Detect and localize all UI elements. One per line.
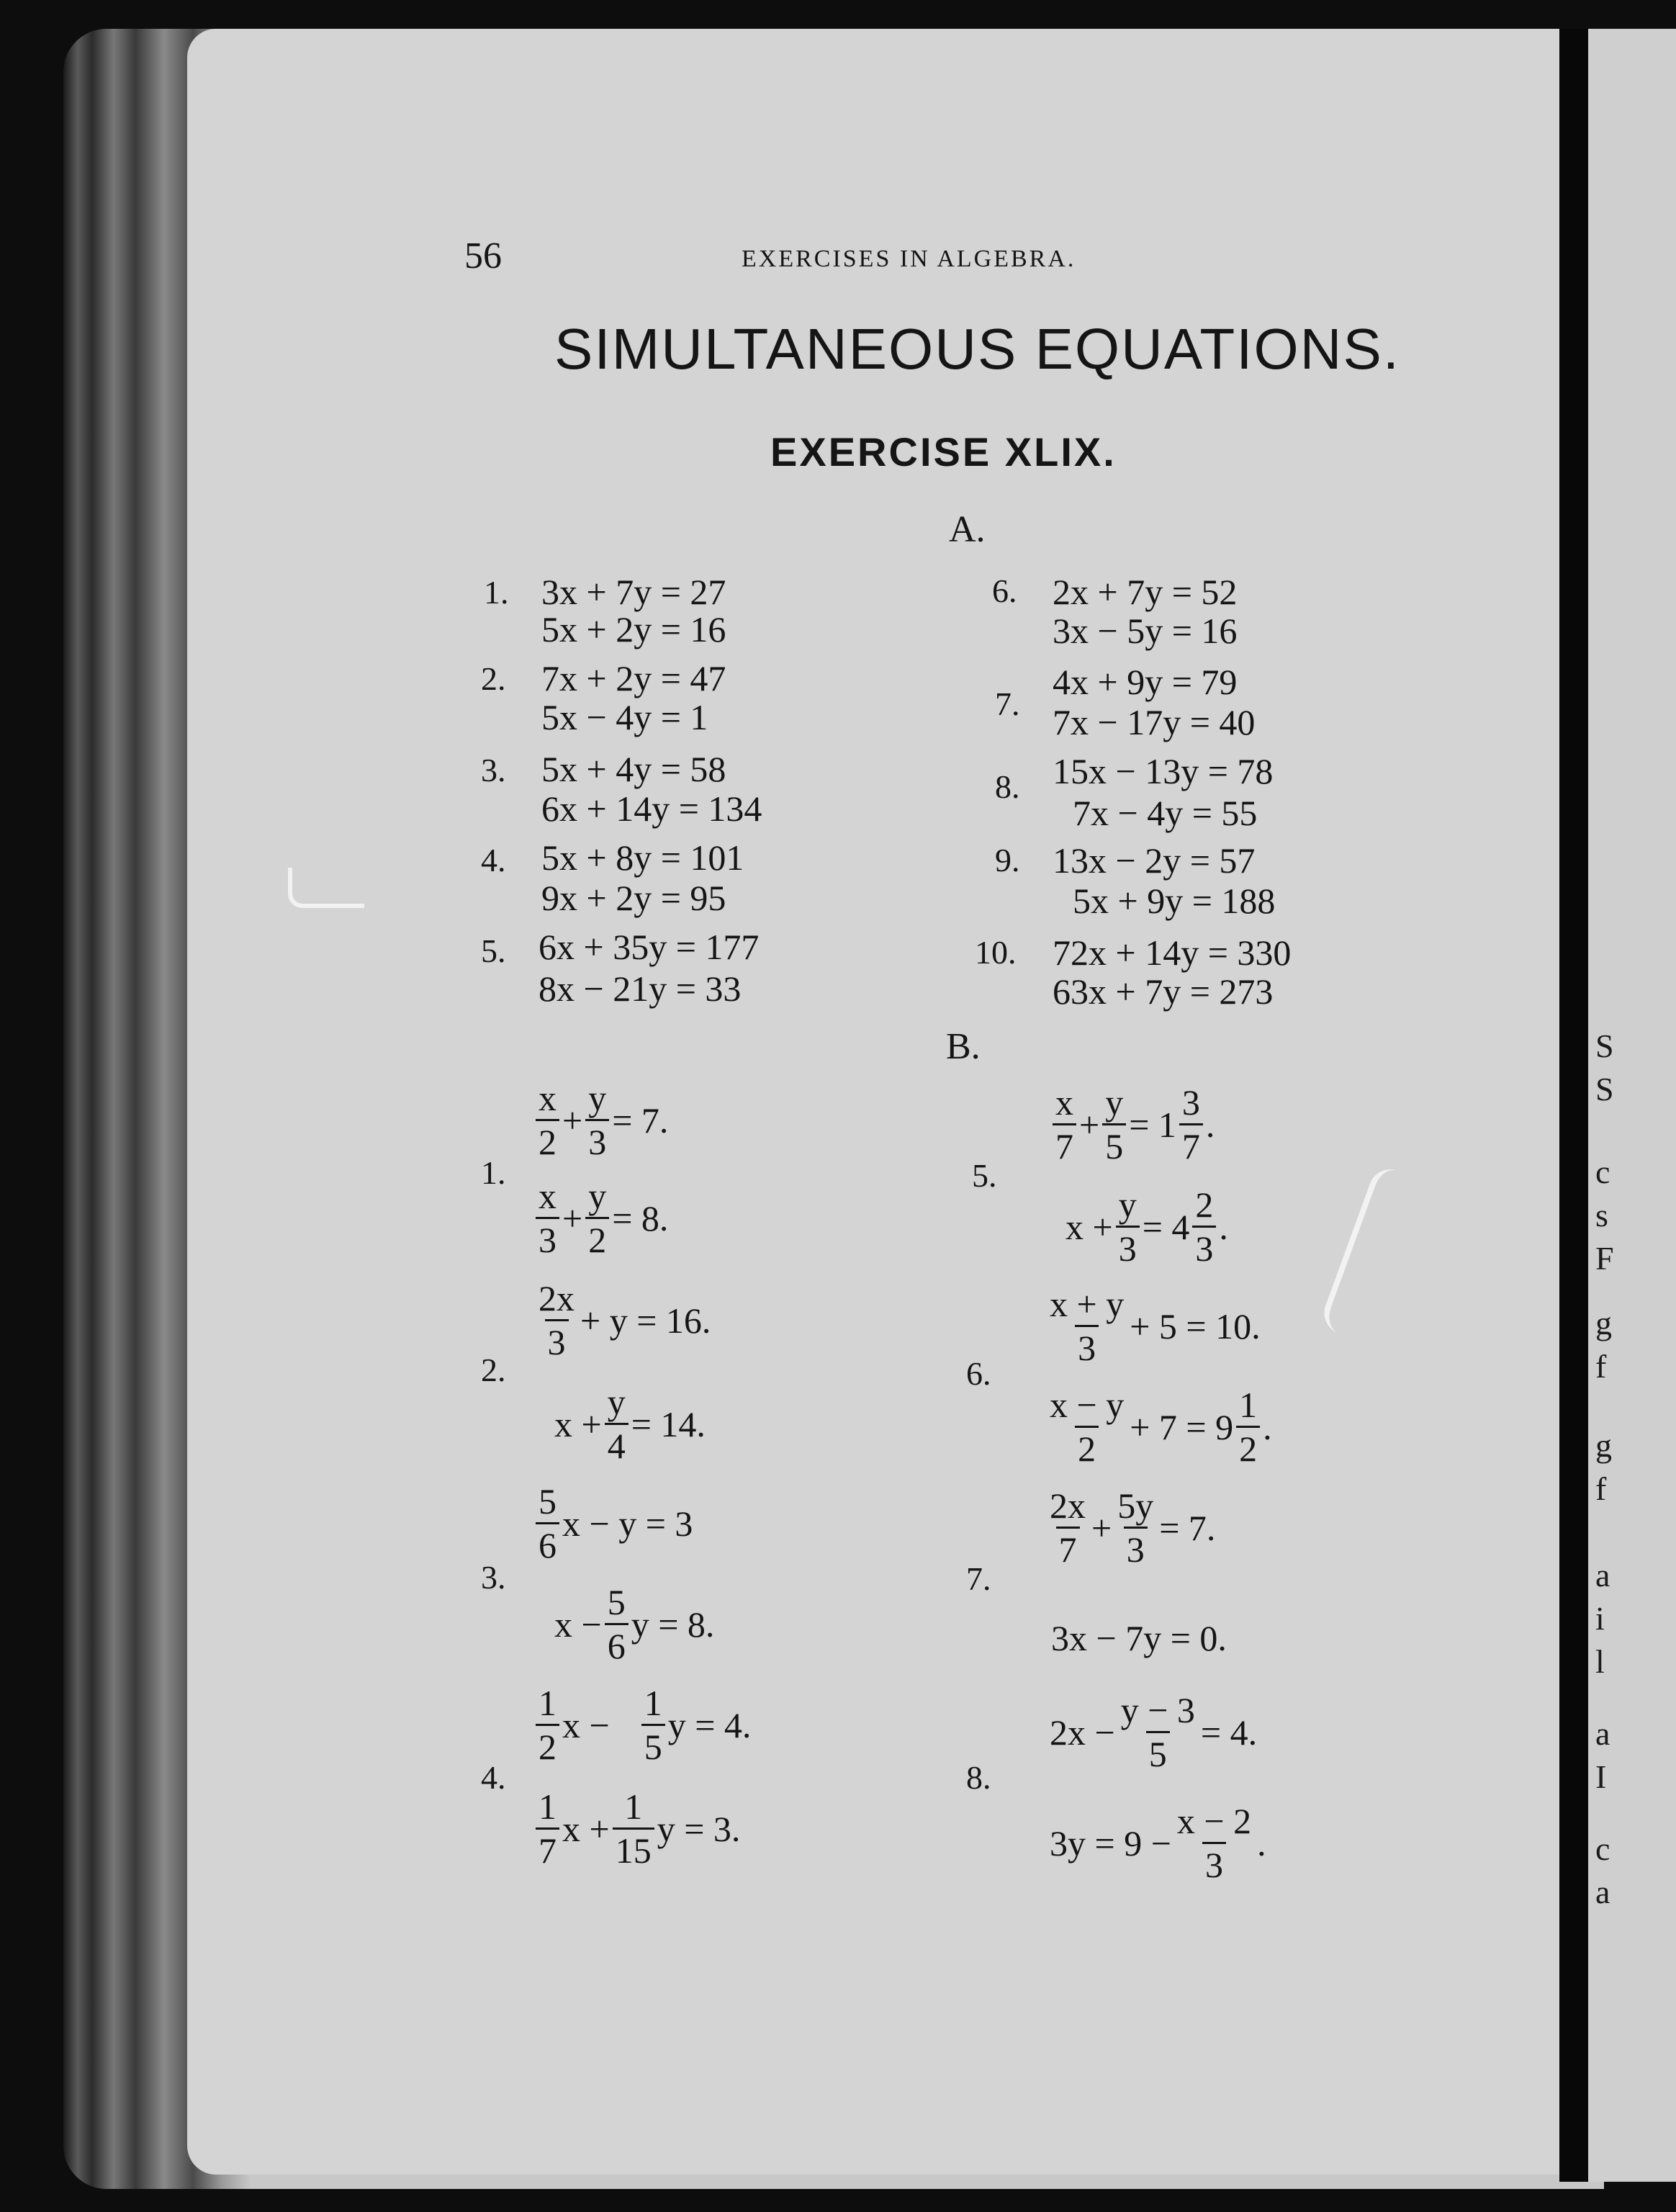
equation <box>533 1786 741 1871</box>
equation: 6x + 14y = 134 <box>541 788 762 829</box>
equation-rhs: + 7 = 9 <box>1130 1406 1234 1447</box>
equation: 7x − 4y = 55 <box>1073 793 1258 833</box>
page-title: SIMULTANEOUS EQUATIONS. <box>554 317 1401 381</box>
equation-rhs: = 7. <box>1159 1507 1216 1548</box>
problem-number: 7. <box>966 1560 991 1597</box>
equation-rhs: = 1 <box>1129 1104 1176 1145</box>
fragment: i <box>1595 1600 1605 1637</box>
problem-number: 8. <box>966 1759 991 1796</box>
punctuation: . <box>1219 1206 1228 1247</box>
problem-number: 8. <box>995 768 1020 805</box>
numerator: 5y <box>1117 1485 1154 1526</box>
equation-rhs: = 4 <box>1142 1206 1190 1247</box>
numerator: 1 <box>539 1683 557 1723</box>
denominator: 3 <box>536 1217 559 1258</box>
denominator: 5 <box>1102 1123 1126 1164</box>
numerator: y <box>588 1176 607 1216</box>
equation <box>554 1584 714 1664</box>
equation <box>1050 1084 1215 1164</box>
fragment: f <box>1595 1348 1607 1385</box>
adjacent-page <box>1588 29 1676 2182</box>
equation <box>1044 1485 1216 1570</box>
numerator: 1 <box>644 1683 662 1723</box>
fragment: c <box>1595 1830 1610 1867</box>
equation-rhs: = 14. <box>631 1403 706 1444</box>
equation-rhs: + y = 16. <box>580 1300 711 1341</box>
numerator: x <box>1055 1082 1073 1123</box>
numerator: 2x <box>1050 1485 1086 1526</box>
page-number: 56 <box>464 235 502 276</box>
operator: + <box>1079 1104 1100 1145</box>
denominator: 7 <box>1056 1527 1080 1568</box>
fragment: S <box>1595 1028 1614 1064</box>
term: 2x − <box>1050 1712 1115 1753</box>
section-label-b: B. <box>946 1026 981 1067</box>
equation-rhs: = 4. <box>1200 1712 1258 1753</box>
fragment: s <box>1595 1197 1608 1233</box>
denominator: 3 <box>1124 1527 1148 1568</box>
fragment: f <box>1595 1470 1607 1507</box>
denominator: 3 <box>1075 1325 1099 1366</box>
problem-number: 2. <box>481 1352 506 1388</box>
problem-number: 3. <box>481 1559 506 1596</box>
equation: 2x + 7y = 52 <box>1053 572 1238 612</box>
denominator: 3 <box>545 1319 569 1360</box>
equation: 5x + 9y = 188 <box>1073 881 1276 921</box>
term: 3y = 9 − <box>1050 1822 1171 1863</box>
equation <box>533 1178 668 1258</box>
numerator: y − 3 <box>1120 1690 1195 1730</box>
equation: 8x − 21y = 33 <box>539 968 742 1009</box>
fragment: a <box>1595 1715 1610 1752</box>
numerator: 2x <box>539 1278 575 1318</box>
numerator: 3 <box>1181 1082 1200 1123</box>
term: x + <box>1065 1206 1113 1247</box>
equation: 9x + 2y = 95 <box>541 878 726 918</box>
denominator: 6 <box>536 1522 559 1563</box>
running-head: EXERCISES IN ALGEBRA. <box>742 246 1076 272</box>
equation: 7x − 17y = 40 <box>1053 702 1256 742</box>
denominator: 2 <box>536 1119 559 1160</box>
numerator: 2 <box>1195 1184 1214 1225</box>
fragment: I <box>1595 1758 1607 1795</box>
numerator: 1 <box>1239 1385 1258 1425</box>
equation: 5x + 8y = 101 <box>541 837 744 878</box>
numerator: 1 <box>539 1786 557 1827</box>
equation <box>533 1280 711 1360</box>
equation <box>1050 1692 1257 1772</box>
term: x − <box>554 1604 602 1645</box>
denominator: 7 <box>1053 1123 1076 1164</box>
equation: 3x − 5y = 16 <box>1053 611 1238 651</box>
fragment: a <box>1595 1874 1610 1910</box>
numerator: x − y <box>1050 1385 1125 1425</box>
equation <box>533 1685 751 1765</box>
punctuation: . <box>1205 1104 1215 1145</box>
fragment: g <box>1595 1305 1612 1341</box>
equation: 5x − 4y = 1 <box>541 697 708 737</box>
denominator: 6 <box>605 1623 628 1664</box>
numerator: x − 2 <box>1176 1801 1252 1841</box>
problem-number: 4. <box>481 1759 506 1796</box>
fragment: c <box>1595 1154 1610 1190</box>
equation: 63x + 7y = 273 <box>1053 971 1274 1012</box>
equation-rhs: y = 8. <box>631 1604 715 1645</box>
equation: 5x + 4y = 58 <box>541 749 726 789</box>
section-label-a: A. <box>949 509 986 550</box>
problem-number: 1. <box>484 574 509 611</box>
equation-rhs: = 7. <box>612 1100 669 1141</box>
equation: 3x + 7y = 27 <box>541 572 726 612</box>
term: x − <box>562 1704 610 1745</box>
denominator: 5 <box>1146 1731 1170 1772</box>
problem-number: 6. <box>992 572 1017 609</box>
equation: 5x + 2y = 16 <box>541 609 726 649</box>
denominator: 5 <box>641 1724 665 1765</box>
problem-number: 6. <box>966 1355 991 1392</box>
denominator: 3 <box>1192 1226 1216 1267</box>
problem-number: 10. <box>975 934 1017 971</box>
denominator: 4 <box>605 1423 628 1464</box>
denominator: 3 <box>585 1119 609 1160</box>
problem-number: 9. <box>995 842 1020 878</box>
equation-rhs: y = 3. <box>657 1808 741 1849</box>
operator: + <box>562 1197 583 1238</box>
problem-number: 5. <box>972 1157 997 1194</box>
denominator: 2 <box>585 1217 609 1258</box>
denominator: 2 <box>1075 1426 1099 1467</box>
equation <box>1044 1387 1272 1467</box>
equation-rhs: + 5 = 10. <box>1130 1305 1261 1346</box>
numerator: x <box>539 1176 557 1216</box>
equation <box>1050 1803 1266 1883</box>
denominator: 3 <box>1116 1226 1140 1267</box>
problem-number: 2. <box>481 660 506 697</box>
problem-number: 4. <box>481 842 506 878</box>
problem-number: 3. <box>481 752 506 788</box>
operator: + <box>562 1100 583 1141</box>
book-binding <box>1559 29 1588 2182</box>
numerator: y <box>607 1382 626 1422</box>
fragment: S <box>1595 1071 1614 1107</box>
fragment: g <box>1595 1427 1612 1464</box>
equation: 3x − 7y = 0. <box>1051 1618 1227 1658</box>
problem-number: 7. <box>995 685 1020 722</box>
scan-artifact <box>288 868 364 908</box>
equation: 7x + 2y = 47 <box>541 658 726 698</box>
punctuation: . <box>1263 1406 1272 1447</box>
term: x + <box>562 1808 610 1849</box>
equation: 15x − 13y = 78 <box>1053 751 1274 791</box>
denominator: 15 <box>613 1827 654 1869</box>
term: x + <box>554 1403 602 1444</box>
exercise-title: EXERCISE XLIX. <box>770 429 1117 475</box>
problem-number: 1. <box>481 1154 506 1191</box>
numerator: y <box>588 1078 607 1118</box>
equation <box>533 1080 668 1160</box>
equation <box>533 1483 693 1563</box>
numerator: 1 <box>624 1786 643 1827</box>
numerator: x <box>539 1078 557 1118</box>
numerator: 5 <box>607 1582 626 1622</box>
numerator: y <box>1105 1082 1124 1123</box>
equation <box>1044 1286 1261 1366</box>
equation <box>1065 1184 1228 1269</box>
denominator: 7 <box>536 1827 559 1869</box>
denominator: 7 <box>1179 1123 1203 1164</box>
denominator: 2 <box>1236 1426 1260 1467</box>
fragment: a <box>1595 1557 1610 1593</box>
equation-rhs: x − y = 3 <box>562 1503 693 1544</box>
equation: 6x + 35y = 177 <box>539 927 760 967</box>
equation <box>554 1384 706 1464</box>
equation-rhs: y = 4. <box>667 1704 752 1745</box>
numerator: y <box>1118 1184 1137 1225</box>
denominator: 2 <box>536 1724 559 1765</box>
operator: + <box>1091 1507 1112 1548</box>
numerator: x + y <box>1050 1284 1125 1324</box>
fragment: l <box>1595 1643 1605 1680</box>
fragment: F <box>1595 1240 1614 1277</box>
equation: 13x − 2y = 57 <box>1053 840 1256 881</box>
equation: 4x + 9y = 79 <box>1053 662 1238 702</box>
denominator: 3 <box>1202 1842 1226 1883</box>
problem-number: 5. <box>481 932 506 969</box>
punctuation: . <box>1257 1822 1266 1863</box>
equation-rhs: = 8. <box>612 1197 669 1238</box>
numerator: 5 <box>539 1481 557 1521</box>
equation: 72x + 14y = 330 <box>1053 932 1292 973</box>
